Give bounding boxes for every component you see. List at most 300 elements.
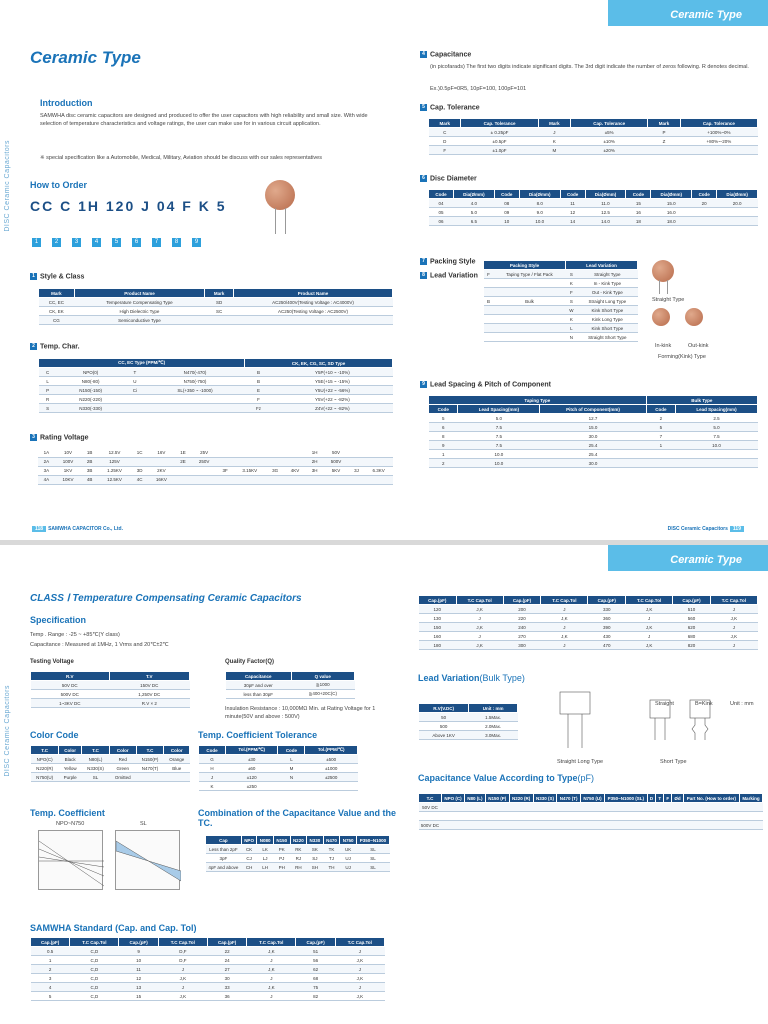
table-header-cell: Code [199,746,226,755]
table-cell: 06 [429,217,454,226]
table-row [419,821,763,830]
packing-table [483,260,638,342]
table-cell [648,146,680,155]
table-cell: 510 [673,605,711,614]
table-cell: J,K [247,947,296,956]
table-cell [493,315,565,324]
table-cell: CJ [241,854,257,863]
table-cell: 1.25KV [98,466,131,475]
table-cell: 5.0 [458,414,540,423]
table-header-row [429,405,758,414]
table-cell: SL [356,845,389,854]
table-header-cell: Cap. Tolerance [461,119,538,128]
table-header-cell: Part No. (How to order) [683,794,739,803]
side-label: DISC Ceramic Capacitors [4,140,11,232]
temp-coef-chart-sl [115,830,180,890]
table-cell: 25.4 [540,450,646,459]
page-title: Ceramic Type [30,48,141,67]
table-header-cell: T.C [82,746,110,755]
table-cell: N470(T) [136,764,164,773]
table-cell: 8 [429,432,458,441]
table-cell: J,K [247,965,296,974]
table-header-cell: Cap.(pF) [31,938,70,947]
table-cell: 5 [31,992,70,1001]
how-to-order-heading: How to Order [30,180,88,190]
table-cell [672,812,684,821]
straight-type-label: Straight Type [652,297,685,303]
table-cell [464,821,485,830]
table-header-cell: N470 [323,836,340,845]
table-cell: W [565,306,577,315]
table-cell: SJ [307,854,324,863]
table-cell: 1.5Max. [469,713,518,722]
table-row [206,863,390,872]
table-header-cell: N080 [257,836,274,845]
table-header-cell: Code [278,746,305,755]
table-cell: 50V DC [419,803,442,812]
combination-heading: Combination of the Capacitance Value and the TC. [198,808,397,828]
testing-voltage-table [30,671,190,708]
table-cell [419,812,442,821]
chart-label: NPO~N750 [56,821,85,827]
table-cell: J,K [710,632,757,641]
order-index: 3 [72,238,81,247]
table-cell: 1~3KV DC [31,699,110,708]
table-cell: 7.5 [458,441,540,450]
table-header-row [419,794,763,803]
order-index: 6 [132,238,141,247]
table-cell [364,475,393,484]
table-cell: +80%~-20% [680,137,757,146]
table-cell: Taping Type / Flat Pack [493,270,565,279]
table-group-header: Bulk Type [646,396,757,405]
table-cell: 30pF and over [226,681,292,690]
table-cell: 820 [673,641,711,650]
table-cell: 390 [588,623,626,632]
table-cell: J,K [158,992,207,1001]
table-header-cell: Cap.(pF) [673,596,711,605]
table-cell: LJ [257,854,274,863]
table-cell [604,812,647,821]
spec-line: Temp . Range : -25 ~ +85℃(Y class) [30,632,120,638]
packing-style-heading: 7 Packing Style [420,258,476,265]
table-cell [604,821,647,830]
short-type-label: Short Type [660,759,687,765]
table-cell [266,475,284,484]
table-header-cell: T.C Cap.Tol [335,938,384,947]
table-cell: 2 [429,459,458,468]
cap-value-table [418,793,763,830]
table-cell: 120 [419,605,457,614]
table-header-cell: T.C Cap.Tol [247,938,296,947]
table-cell [349,448,364,457]
table-cell: 13 [119,983,158,992]
table-cell: SL [356,854,389,863]
table-cell: 620 [673,623,711,632]
table-cell [647,803,656,812]
table-cell: PH [273,863,290,872]
table-cell [683,803,739,812]
table-cell [676,459,758,468]
table-cell: 6.5 [454,217,495,226]
order-index: 1 [32,238,41,247]
table-cell [664,812,672,821]
table-row [38,448,393,457]
table-cell: 2E [175,457,192,466]
table-cell: 8.0 [519,199,560,208]
table-header-row [429,119,758,128]
temp-coef-tol-table [198,745,358,791]
table-cell: Straight Short Type [577,333,637,342]
table-cell: SH [307,863,324,872]
table-cell: 5.0 [676,423,758,432]
table-cell: M [278,764,305,773]
table-cell [533,812,557,821]
table-row [484,306,638,315]
table-cell [604,803,647,812]
table-header-cell: Dia(Ømm) [651,190,692,199]
table-cell: 1 [31,956,70,965]
table-cell: P [648,128,680,137]
lead-variation-bulk-heading: Lead Variation(Bulk Type) [418,673,525,683]
table-row [31,764,190,773]
table-cell: N220(R) [31,764,59,773]
table-cell: D,F [158,956,207,965]
table-cell: 12.5V [98,448,131,457]
table-cell [509,812,533,821]
order-index: 9 [192,238,201,247]
table-cell [656,803,664,812]
table-cell: Yellow [59,764,82,773]
order-index: 4 [92,238,101,247]
table-header-cell: Cap.(pF) [207,938,246,947]
table-header-row [31,746,190,755]
order-index: 2 [52,238,61,247]
rating-voltage-table [38,448,393,485]
table-cell [683,821,739,830]
table-cell: 130 [419,614,457,623]
table-header-cell: T.C [31,746,59,755]
table-row [31,965,385,974]
table-row [484,270,638,279]
table-cell [647,812,656,821]
table-header-cell: N150 (P) [485,794,509,803]
table-header-cell: Cap. Tolerance [571,119,648,128]
table-cell: 10KV [55,475,81,484]
table-cell [692,217,717,226]
table-cell: C,D [70,974,119,983]
table-cell: 250V [191,457,217,466]
table-cell: F [565,288,577,297]
table-cell: J [247,992,296,1001]
table-header-cell: Cap.(pF) [503,596,541,605]
table-cell: 3A [38,466,55,475]
table-cell: NPO(C) [31,755,59,764]
table-cell [580,803,604,812]
table-cell: J [710,623,757,632]
table-cell: K [199,782,226,791]
table-header-cell: Pitch of Component(mm) [540,405,646,414]
table-cell: 4.0 [454,199,495,208]
table-row [429,414,758,423]
catalog-page-2 [0,545,768,1024]
table-cell [233,457,266,466]
straight-type-image [652,260,674,282]
table-cell: 25.4 [540,441,646,450]
table-cell: F [429,146,461,155]
table-cell: 500V [323,457,349,466]
table-cell [557,812,581,821]
table-row [419,605,758,614]
straight-long-label: Straight Long Type [557,759,604,765]
table-row [484,288,638,297]
out-kink-image [685,308,703,326]
table-cell [717,217,758,226]
table-cell: 1B [81,448,98,457]
table-cell: ±5% [571,128,648,137]
table-row [31,992,385,1001]
table-row [419,713,518,722]
table-cell: 220 [503,614,541,623]
table-header-cell: T.C Cap.Tol [456,596,503,605]
table-cell: LH [257,863,274,872]
table-cell: Green [109,764,136,773]
table-cell: J,K [158,974,207,983]
table-cell: 16.0 [651,208,692,217]
table-cell: LK [257,845,274,854]
table-row [31,947,385,956]
table-cell [266,457,284,466]
table-row [419,641,758,650]
table-cell [580,821,604,830]
table-cell [441,821,464,830]
table-header-cell: Dia(Ømm) [585,190,626,199]
table-header-cell: N750 (U) [580,794,604,803]
table-cell: ±20% [571,146,648,155]
table-cell: 1KV [55,466,81,475]
table-cell: 11 [560,199,585,208]
table-cell [485,821,509,830]
table-row [484,297,638,306]
rating-voltage-heading: 3 Rating Voltage [30,434,88,441]
table-cell: 12.7 [540,414,646,423]
table-cell: J [541,641,588,650]
table-cell: 2.5 [676,414,758,423]
table-cell: 51 [296,947,335,956]
table-row [419,623,758,632]
lead-spacing-heading: 9 Lead Spacing & Pitch of Component [420,381,551,388]
table-cell: ±120 [225,773,278,782]
table-cell: J [456,614,503,623]
table-cell: 3D [131,466,148,475]
table-cell: Kink Long Type [577,315,637,324]
table-cell [441,812,464,821]
table-header-cell: T [656,794,664,803]
table-cell: 4A [38,475,55,484]
table-cell: J,K [626,641,673,650]
table-cell: 4KV [284,466,306,475]
table-cell: D,F [158,947,207,956]
table-header-cell: Cap.(pF) [296,938,335,947]
table-cell: 150 [419,623,457,632]
temp-coef-curve [39,831,104,891]
table-header-cell: T.C Cap.Tol [158,938,207,947]
table-cell [580,812,604,821]
order-code-index [32,230,212,248]
table-cell [484,288,494,297]
table-cell [664,821,672,830]
footer-right: DISC Ceramic Capacitors 119 [668,526,746,532]
table-cell: J [710,605,757,614]
order-index: 5 [112,238,121,247]
temp-char-table: CC, EC Type (PPM/℃) CK, EK, CG, SC, SD Type C NPO(0) T N470(-470) B Y5P(+10 ~ -10%) L N80(-80) U N750(-750) B Y5E(+15 ~ -15%) P N150(-150) Ci SL(+350 ~ -1000) E Y5U(+22 ~ -56%) R N220(-220) F Y5V(+22 ~ -82%) S N330(-330) Fz Z4V(+22 ~ -82%) [38,358,393,413]
table-cell [676,450,758,459]
table-header-cell: N80 (L) [464,794,485,803]
table-cell: 20 [692,199,717,208]
table-cell [217,448,233,457]
table-cell: 680 [673,632,711,641]
table-cell: 180 [419,641,457,650]
table-cell: Above 1KV [419,731,469,740]
table-cell: J,K [456,641,503,650]
table-header-cell: Code [494,190,519,199]
spec-line: Capacitance : Measured at 1MHz, 1 Vrms and 20℃±2℃ [30,642,169,648]
table-header-cell: Mark [429,119,461,128]
table-cell: 62 [296,965,335,974]
table-cell: 27 [207,965,246,974]
section-banner: Ceramic Type [608,545,768,571]
table-header-cell: T.C Cap.Tol [710,596,757,605]
section-banner: Ceramic Type [608,0,768,26]
table-row [38,457,393,466]
table-cell: J,K [541,614,588,623]
table-cell: Z [648,137,680,146]
table-row [429,217,758,226]
table-cell: 9 [429,441,458,450]
table-cell: 56 [296,956,335,965]
table-cell: 200 [503,605,541,614]
table-cell: SL [82,773,110,782]
table-cell: N150(P) [136,755,164,764]
table-cell [217,475,233,484]
table-cell: Bulk [493,297,565,306]
table-cell [284,448,306,457]
table-cell: 1A [38,448,55,457]
cap-tol-table-right [418,595,758,650]
table-cell: 1 [429,450,458,459]
table-cell: 12 [119,974,158,983]
table-cell: F [484,270,494,279]
out-kink-label: Out-kink [688,343,709,349]
table-header-cell: Code [646,405,675,414]
table-cell: 10.0 [458,450,540,459]
table-cell: 4pF and above [206,863,242,872]
table-cell: Kink Short Type [577,306,637,315]
table-cell: TH [323,863,340,872]
combination-table [205,835,390,872]
testing-voltage-heading: Testing Voltage [30,659,74,665]
table-cell: Orange [164,755,190,764]
table-cell: 11 [119,965,158,974]
table-cell: J [335,965,384,974]
table-header-row [31,672,190,681]
table-cell: RK [290,845,307,854]
table-cell [493,324,565,333]
table-cell [484,324,494,333]
table-cell: 9 [119,947,158,956]
table-row [38,466,393,475]
table-cell [278,782,305,791]
table-row [419,812,763,821]
quality-factor-table [225,671,355,699]
table-cell [349,457,364,466]
table-header-cell: Packing Style [484,261,566,270]
table-header-cell: Color [109,746,136,755]
table-header-cell: T.C [419,794,442,803]
table-header-cell: T.C Cap.Tol [70,938,119,947]
table-header-cell: Mark [648,119,680,128]
table-cell: ± 0.25pF [461,128,538,137]
table-cell: 22 [207,947,246,956]
table-cell [493,279,565,288]
table-row [199,782,358,791]
table-cell: J [626,614,673,623]
cap-tolerance-heading: 5 Cap. Tolerance [420,104,480,111]
table-cell [175,466,192,475]
table-cell [680,146,757,155]
table-cell: ±250 [225,782,278,791]
table-row [429,128,758,137]
table-cell: 50 [419,713,469,722]
table-header-cell: N470 (T) [557,794,581,803]
table-cell [175,475,192,484]
table-cell [493,333,565,342]
cap-tolerance-table [428,118,758,155]
kink-label: B=Kink [695,701,713,707]
table-cell [656,812,664,821]
page-title: CLASS Ⅰ Temperature Compensating Ceramic Capacitors [30,593,302,604]
table-cell: 10 [119,956,158,965]
table-row [226,690,355,699]
table-cell: 24 [207,956,246,965]
table-cell: ±1000 [305,764,358,773]
table-cell [349,475,364,484]
table-cell: J [456,632,503,641]
table-header-cell: Unit : mm [469,704,518,713]
table-header-cell: T.C [136,746,164,755]
table-header-cell: Capacitance [226,672,292,681]
table-header-cell: Color [59,746,82,755]
table-header-cell: Cap.(pF) [588,596,626,605]
table-header-cell: Q value [291,672,354,681]
table-cell: 14.0 [585,217,626,226]
table-cell [493,288,565,297]
table-cell [664,803,672,812]
table-cell: 2A [38,457,55,466]
table-header-cell: Cap [206,836,242,845]
table-row [199,755,358,764]
table-cell [364,448,393,457]
table-cell: 36 [207,992,246,1001]
table-cell: 5 [429,414,458,423]
table-cell: 500V DC [419,821,442,830]
table-row [31,690,190,699]
table-cell [233,475,266,484]
table-cell: 12.5KV [98,475,131,484]
table-cell: 3pF [206,854,242,863]
table-header-cell: Code [692,190,717,199]
table-row [429,137,758,146]
